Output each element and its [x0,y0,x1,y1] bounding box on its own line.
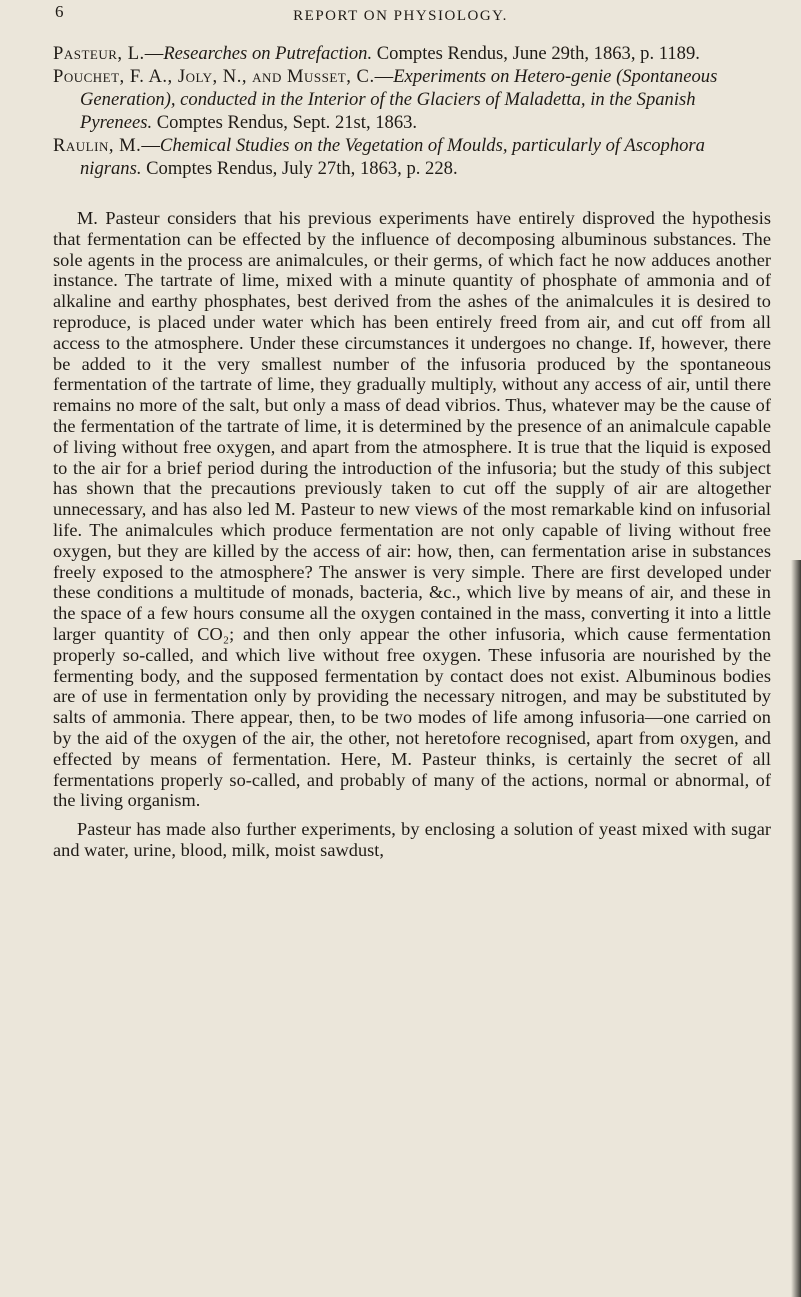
body-paragraph: Pasteur has made also further experiments, by enclosing a solution of yeast mixed with sugar and water, urine, blood, milk, moist sawdust, [53,819,771,860]
reference-author: Pouchet, F. A., Joly, N., and Musset, C. [53,66,375,87]
reference-entry [53,42,771,65]
reference-entry [53,134,771,180]
reference-details: Comptes Rendus, Sept. 21st, 1863. [152,112,418,133]
reference-author: Pasteur, L. [53,43,145,64]
reference-dash: — [144,43,164,64]
reference-title: Chemical Studies on the Vegetation of Moulds, particularly of Ascophora nigrans. [80,135,705,179]
reference-author: Raulin, M. [53,135,142,156]
reference-title: Researches on Putrefaction. [163,43,373,64]
body-paragraph: M. Pasteur considers that his previous experiments have entirely disproved the hypothesis that fermentation can be effected by the influence of decomposing albuminous substances. The sole agents in the process are animalcules, or their germs, of which fact he now adduces another instance. The tartrate of lime, mixed with a minute quantity of phosphate of ammonia and of alkaline and earthy phosphates, best derived from the ashes of the animalcules it is desired to reproduce, is placed under water which has been entirely freed from air, and cut off from all access to the atmosphere. Under these circumstances it undergoes no change. If, however, there be added to it the very smallest number of the infusoria produced by the spontaneous fermentation of the tartrate of lime, they gradually multiply, without any access of air, until there remains no more of the salt, but only a mass of dead vibrios. Thus, whatever may be the cause of the fermentation of the tartrate of lime, it is determined by the presence of an animalcule capable of living without free oxygen, and apart from the atmosphere. It is true that the liquid is exposed to the air for a brief period during the introduction of the infusoria; but the study of this subject has shown that the precautions previously taken to cut off the supply of air are altogether unnecessary, and has also led M. Pasteur to new views of the most remarkable kind on infusorial life. The animalcules which produce fermentation are not only capable of living without free oxygen, but they are killed by the access of air: how, then, can fermentation arise in substances freely exposed to the atmosphere? The answer is very simple. There are first developed under these conditions a multitude of monads, bacteria, &c., which live by means of air, and these in the space of a few hours consume all the oxygen contained in the mass, converting it into a little larger quantity of CO₂; and then only appear the other infusoria, which cause fermentation properly so-called, and which live without free oxygen. These infusoria are nourished by the fermenting body, and the supposed fermentation by contact does not exist. Albuminous bodies are of use in fermentation only by providing the necessary nitrogen, and may be substituted by salts of ammonia. There appear, then, to be two modes of life among infusoria—one carried on by the aid of the oxygen of the air, the other, not heretofore recognised, apart from oxygen, and effected by means of fermentation. Here, M. Pasteur thinks, is certainly the secret of all fermentations properly so-called, and probably of many of the actions, normal or abnormal, of the living organism. [53,208,771,811]
page-number: 6 [55,2,64,21]
page-edge-shadow [791,560,801,1297]
article-body [53,208,771,861]
reference-list [53,42,771,180]
reference-dash: — [141,135,160,156]
running-head: REPORT ON PHYSIOLOGY. [293,8,508,24]
reference-dash: — [374,66,394,87]
reference-entry [53,65,771,134]
reference-details: Comptes Rendus, July 27th, 1863, p. 228. [141,158,458,179]
reference-details: Comptes Rendus, June 29th, 1863, p. 1189. [372,43,700,64]
reference-title: Experiments on Hetero-genie (Spontaneous Generation), conducted in the Interior of the Glaciers of Maladetta, in the Spanish Pyrenees. [80,66,718,133]
